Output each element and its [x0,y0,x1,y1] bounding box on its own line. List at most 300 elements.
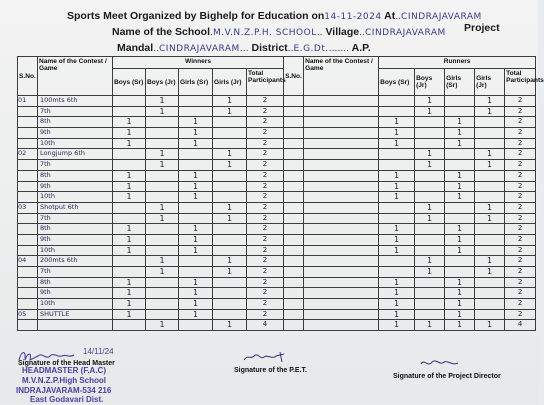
sno-cell [18,320,38,331]
runner-total-cell [505,192,536,203]
runner-count-cell-value: 1 [427,106,433,116]
sno-cell-value: 04 [18,256,27,265]
runner-count-cell [415,202,445,213]
winner-total-cell-value: 2 [262,288,268,297]
runner-sno-cell [284,224,304,235]
winner-count-cell-value: 1 [192,234,199,244]
runner-total-cell-value: 2 [517,288,523,297]
runner-count-cell [415,224,445,235]
winner-count-cell [146,149,179,160]
winner-count-cell [113,256,146,267]
runner-count-cell [415,106,445,117]
runner-count-cell-value: 1 [394,234,400,244]
winner-count-cell-value: 1 [192,181,199,191]
runner-sno-cell [284,170,304,181]
contest-cell-value: 7th [40,213,51,222]
runner-count-cell [379,138,415,149]
runner-count-cell [379,181,415,192]
runner-sno-cell [284,138,304,149]
runner-sno-cell [284,245,304,256]
contest-cell [38,149,113,160]
winner-count-cell [113,288,146,299]
runner-count-cell-value: 1 [427,96,433,105]
winner-count-cell [113,309,146,320]
winner-count-cell [213,245,247,256]
winner-count-cell-value: 1 [226,267,233,276]
runner-contest-cell [304,245,379,256]
runner-total-cell [505,213,536,224]
winner-count-cell [213,160,247,171]
runner-total-cell-value: 2 [517,96,523,104]
pet-signature [240,348,300,366]
runner-count-cell [379,202,415,213]
winner-count-cell [179,288,213,299]
contest-cell-value [38,320,40,328]
winner-total-cell-value: 2 [262,181,268,190]
runner-total-cell [505,299,536,310]
runner-total-cell [505,170,536,181]
winner-count-cell [179,181,213,192]
runner-count-cell [445,299,475,310]
runner-count-cell [445,267,475,278]
winner-count-cell [213,267,247,278]
runner-total-cell-value: 2 [517,149,523,158]
runner-count-cell-value: 1 [394,224,400,234]
contest-cell-value: Longjump 6th [40,149,85,158]
runner-count-cell-value: 1 [457,299,463,309]
runner-count-cell [379,267,415,278]
contest-cell [38,117,113,128]
runner-count-cell-value: 1 [394,320,400,330]
runner-count-cell [475,267,505,278]
runner-count-cell [475,288,505,299]
winner-count-cell-value: 1 [126,234,132,244]
runner-count-cell-value: 1 [487,202,493,212]
winner-count-cell [179,149,213,160]
winner-count-cell [213,234,247,245]
contest-cell-value: 8th [40,224,51,233]
winner-total-cell [247,309,284,320]
project-director-signature [418,354,468,372]
winner-total-cell [247,149,284,160]
winner-count-cell-value: 1 [126,170,132,180]
winner-count-cell-value: 1 [192,299,199,309]
winner-count-cell [213,299,247,310]
contest-cell [38,277,113,288]
runner-count-cell-value: 1 [457,320,463,330]
contest-cell-value: 9th [40,181,51,190]
contest-cell [38,160,113,171]
winner-total-cell-value: 2 [262,202,268,211]
winner-count-cell [213,117,247,128]
runner-count-cell [379,106,415,117]
winner-count-cell-value: 1 [159,256,165,266]
runner-count-cell [415,138,445,149]
table-row [18,299,536,310]
runner-total-cell [505,234,536,245]
winner-total-cell-value: 2 [262,160,268,169]
winner-count-cell [146,234,179,245]
runner-count-cell [379,245,415,256]
winner-count-cell [146,267,179,278]
boys-jr-header: Boys (Jr) [146,69,179,96]
runner-contest-cell [304,234,379,245]
mandal-label: Mandal [117,42,154,54]
winner-total-cell-value: 2 [262,267,268,275]
sno-cell [18,192,38,203]
sno-cell [18,224,38,235]
runner-count-cell [445,96,475,107]
runner-count-cell-value: 1 [457,192,463,202]
runner-count-cell [475,234,505,245]
runner-total-cell [505,117,536,128]
sno-cell [18,96,38,107]
winner-total-cell-value: 2 [262,96,268,104]
winner-count-cell [113,224,146,235]
district-label: District [251,42,288,54]
winner-count-cell [113,117,146,128]
winner-total-cell-value: 2 [262,138,268,147]
winner-total-cell [247,117,284,128]
contest-cell-value: 10th [40,192,55,201]
winner-total-cell-value: 2 [262,149,268,158]
contest-cell [38,256,113,267]
winner-count-cell-value: 1 [126,128,132,138]
winner-count-cell [179,128,213,139]
runner-count-cell [379,234,415,245]
runner-contest-cell [304,192,379,203]
runner-count-cell-value: 1 [457,277,463,287]
project-director-signature-label: Signature of the Project Director [393,373,501,380]
winner-total-cell-value: 2 [262,245,268,254]
contest-cell [38,202,113,213]
winner-total-cell [247,213,284,224]
winner-count-cell [179,160,213,171]
runner-count-cell [415,234,445,245]
winner-count-cell-value: 1 [159,320,165,330]
runner-total-cell [505,160,536,171]
winner-count-cell [213,96,247,107]
runner-contest-cell [304,202,379,213]
winner-count-cell-value: 1 [126,288,132,298]
winner-total-cell [247,299,284,310]
winner-count-cell-value: 1 [159,96,165,105]
winner-count-cell [113,245,146,256]
winner-count-cell [146,213,179,224]
runner-sno-cell [284,117,304,128]
pet-signature-label: Signature of the P.E.T. [234,367,307,374]
table-row [18,213,536,224]
runner-count-cell [415,181,445,192]
runner-total-cell-value: 2 [517,224,523,233]
table-row [18,181,536,192]
winner-count-cell [113,138,146,149]
runner-total-cell-value: 2 [517,192,523,201]
winner-total-cell [247,320,284,331]
runner-count-cell [475,170,505,181]
village-value: CINDRAJAVARAM [365,28,446,38]
hm-stamp-line-3: INDRAJAVARAM-534 216 [16,386,112,395]
runner-total-cell [505,202,536,213]
total-header: Total Participants [505,69,536,96]
runner-count-cell-value: 1 [394,192,400,202]
winner-count-cell [213,309,247,320]
winner-count-cell-value: 1 [226,160,233,170]
runner-sno-cell [284,96,304,107]
runner-count-cell [379,192,415,203]
sno-header-runners: S.No. [284,57,304,96]
winner-count-cell-value: 1 [192,309,199,319]
runner-contest-cell [304,277,379,288]
winner-total-cell [247,96,284,107]
runner-count-cell [415,288,445,299]
winner-count-cell-value: 1 [126,224,132,234]
runner-sno-cell [284,256,304,267]
runner-total-cell-value: 2 [517,309,523,318]
girls-sr-header: Girls (Sr) [179,69,213,96]
winner-total-cell [247,128,284,139]
sno-cell [18,277,38,288]
runner-total-cell-value: 2 [517,234,523,243]
runner-count-cell-value: 1 [394,245,400,255]
sno-cell-value: 02 [18,149,27,158]
runner-count-cell [415,213,445,224]
runner-total-cell [505,245,536,256]
winner-count-cell-value: 1 [226,202,233,212]
runner-count-cell-value: 1 [487,256,493,266]
contest-cell [38,138,113,149]
contest-cell [38,170,113,181]
winner-count-cell [213,277,247,288]
sno-cell [18,117,38,128]
winner-count-cell [113,213,146,224]
hm-stamp-line-2: M.V.N.Z.P.High School [22,376,107,385]
winner-count-cell-value: 1 [159,160,165,170]
sno-header-winners: S.No. [18,57,38,96]
runner-count-cell [415,320,445,331]
hm-date: 14/11/24 [83,347,114,356]
table-row [18,202,536,213]
winner-total-cell [247,234,284,245]
mandal-line: Mandal..CINDRAJAVARAM... District..E.G.Dt........ A.P. [117,42,371,54]
contest-cell [38,213,113,224]
runner-sno-cell [284,288,304,299]
runner-count-cell-value: 1 [394,138,400,148]
winner-count-cell [113,267,146,278]
winner-count-cell [179,106,213,117]
contest-cell-value: 8th [40,277,51,286]
winner-count-cell [213,181,247,192]
table-row [18,106,536,117]
runner-contest-cell [304,224,379,235]
title-text: Sports Meet Organized by Bighelp for Education on [67,10,325,22]
winner-total-cell-value: 2 [262,224,268,233]
runner-sno-cell [284,213,304,224]
winner-count-cell [213,128,247,139]
winner-count-cell [146,320,179,331]
runner-count-cell [379,256,415,267]
runner-total-cell-value: 2 [517,213,523,222]
runner-contest-cell [304,267,379,278]
runner-count-cell [475,256,505,267]
winner-count-cell [113,299,146,310]
runner-count-cell [379,224,415,235]
head-master-signature-label: Signature of the Head Master [18,360,115,367]
runner-count-cell-value: 1 [457,224,463,234]
runner-total-cell [505,149,536,160]
winner-count-cell-value: 1 [192,192,199,202]
runner-count-cell-value: 1 [457,245,463,255]
winner-count-cell-value: 1 [226,213,233,223]
runner-count-cell-value: 1 [427,160,433,170]
contest-cell-value: 9th [40,128,51,137]
runner-count-cell [475,106,505,117]
village-label: Village [325,26,360,38]
runner-count-cell [445,106,475,117]
table-row [18,96,536,107]
winner-total-cell-value: 2 [262,192,268,201]
winner-count-cell-value: 1 [126,309,132,319]
runner-count-cell [475,202,505,213]
runner-count-cell [445,138,475,149]
winner-total-cell-value: 2 [262,256,268,265]
winner-count-cell [213,213,247,224]
runner-count-cell [379,288,415,299]
contest-cell-value: 8th [40,170,51,179]
boys-jr-header: Boys (Jr) [415,69,445,96]
winner-total-cell-value: 2 [262,117,268,126]
runner-count-cell [445,234,475,245]
sno-cell [18,299,38,310]
runner-count-cell-value: 1 [487,267,493,276]
runner-count-cell [379,213,415,224]
contest-header-winners: Name of the Contest / Game [38,57,113,96]
runner-count-cell-value: 1 [394,309,400,319]
runner-contest-cell [304,309,379,320]
runner-count-cell [379,117,415,128]
runner-count-cell [379,277,415,288]
winner-count-cell [213,149,247,160]
runner-total-cell [505,128,536,139]
runner-sno-cell [284,320,304,331]
runner-sno-cell [284,128,304,139]
contest-cell [38,267,113,278]
runner-total-cell [505,181,536,192]
girls-jr-header: Girls (Jr) [475,69,505,96]
winner-total-cell-value: 2 [262,213,268,222]
runner-sno-cell [284,192,304,203]
table-row [18,160,536,171]
winner-count-cell [179,213,213,224]
contest-cell-value: 10th [40,299,55,308]
winner-count-cell-value: 1 [192,117,199,127]
table-row [18,224,536,235]
runner-count-cell-value: 1 [487,213,493,223]
winner-total-cell [247,170,284,181]
runner-count-cell [445,277,475,288]
runner-total-cell [505,320,536,331]
winner-total-cell-value: 2 [262,128,268,137]
hm-stamp-line-1: HEADMASTER (F.A.C) [22,366,106,375]
contest-cell [38,288,113,299]
runner-count-cell [415,299,445,310]
runner-sno-cell [284,106,304,117]
runner-count-cell-value: 1 [394,117,400,127]
runner-count-cell [445,128,475,139]
winner-count-cell [179,170,213,181]
table-row [18,128,536,139]
sno-cell [18,267,38,278]
runner-count-cell [445,213,475,224]
winner-total-cell [247,160,284,171]
contest-cell [38,106,113,117]
winner-count-cell [146,117,179,128]
winner-total-cell [247,106,284,117]
sno-cell [18,245,38,256]
runner-total-cell [505,288,536,299]
winner-count-cell [179,202,213,213]
winner-total-cell [247,181,284,192]
sno-cell [18,234,38,245]
contest-cell-value: 8th [40,117,51,126]
table-row [18,170,536,181]
runner-total-cell [505,277,536,288]
boys-sr-header: Boys (Sr) [113,69,146,96]
contest-cell-value: 9th [40,288,51,297]
winner-count-cell-value: 1 [126,245,132,255]
runner-total-cell [505,267,536,278]
winner-count-cell [146,245,179,256]
runner-count-cell [445,149,475,160]
runner-count-cell [475,117,505,128]
runner-count-cell [475,192,505,203]
runner-count-cell-value: 1 [427,213,433,223]
runners-header: Runners [379,57,536,69]
runner-count-cell-value: 1 [487,160,493,170]
winner-count-cell [113,234,146,245]
winner-count-cell-value: 1 [126,277,132,287]
runner-count-cell-value: 1 [457,170,463,180]
runner-contest-cell [304,213,379,224]
runner-count-cell-value: 1 [487,149,493,159]
winner-count-cell-value: 1 [192,224,199,234]
runner-count-cell [415,267,445,278]
runner-count-cell-value: 1 [427,256,433,266]
winner-count-cell [146,128,179,139]
contest-cell-value: 9th [40,234,51,243]
sno-cell-value: 01 [18,96,27,104]
runner-count-cell [379,149,415,160]
sno-cell [18,106,38,117]
winner-count-cell-value: 1 [126,117,132,127]
winner-total-cell-value: 2 [262,234,268,243]
contest-cell-value: 7th [40,160,51,169]
winner-count-cell [113,277,146,288]
sno-cell-value: 03 [18,202,27,211]
runner-count-cell [379,160,415,171]
runner-total-cell-value: 2 [517,170,523,179]
runner-count-cell [475,277,505,288]
runner-count-cell [475,213,505,224]
runner-sno-cell [284,202,304,213]
runner-count-cell-value: 1 [427,149,433,159]
school-line: Name of the School.M.V.N.Z.P.H. SCHOOL.. Village..CINDRAJAVARAM [112,26,446,38]
winner-count-cell [179,245,213,256]
contest-cell-value: 7th [40,267,51,275]
runner-total-cell-value: 2 [517,267,523,275]
winner-count-cell [179,320,213,331]
runner-contest-cell [304,299,379,310]
